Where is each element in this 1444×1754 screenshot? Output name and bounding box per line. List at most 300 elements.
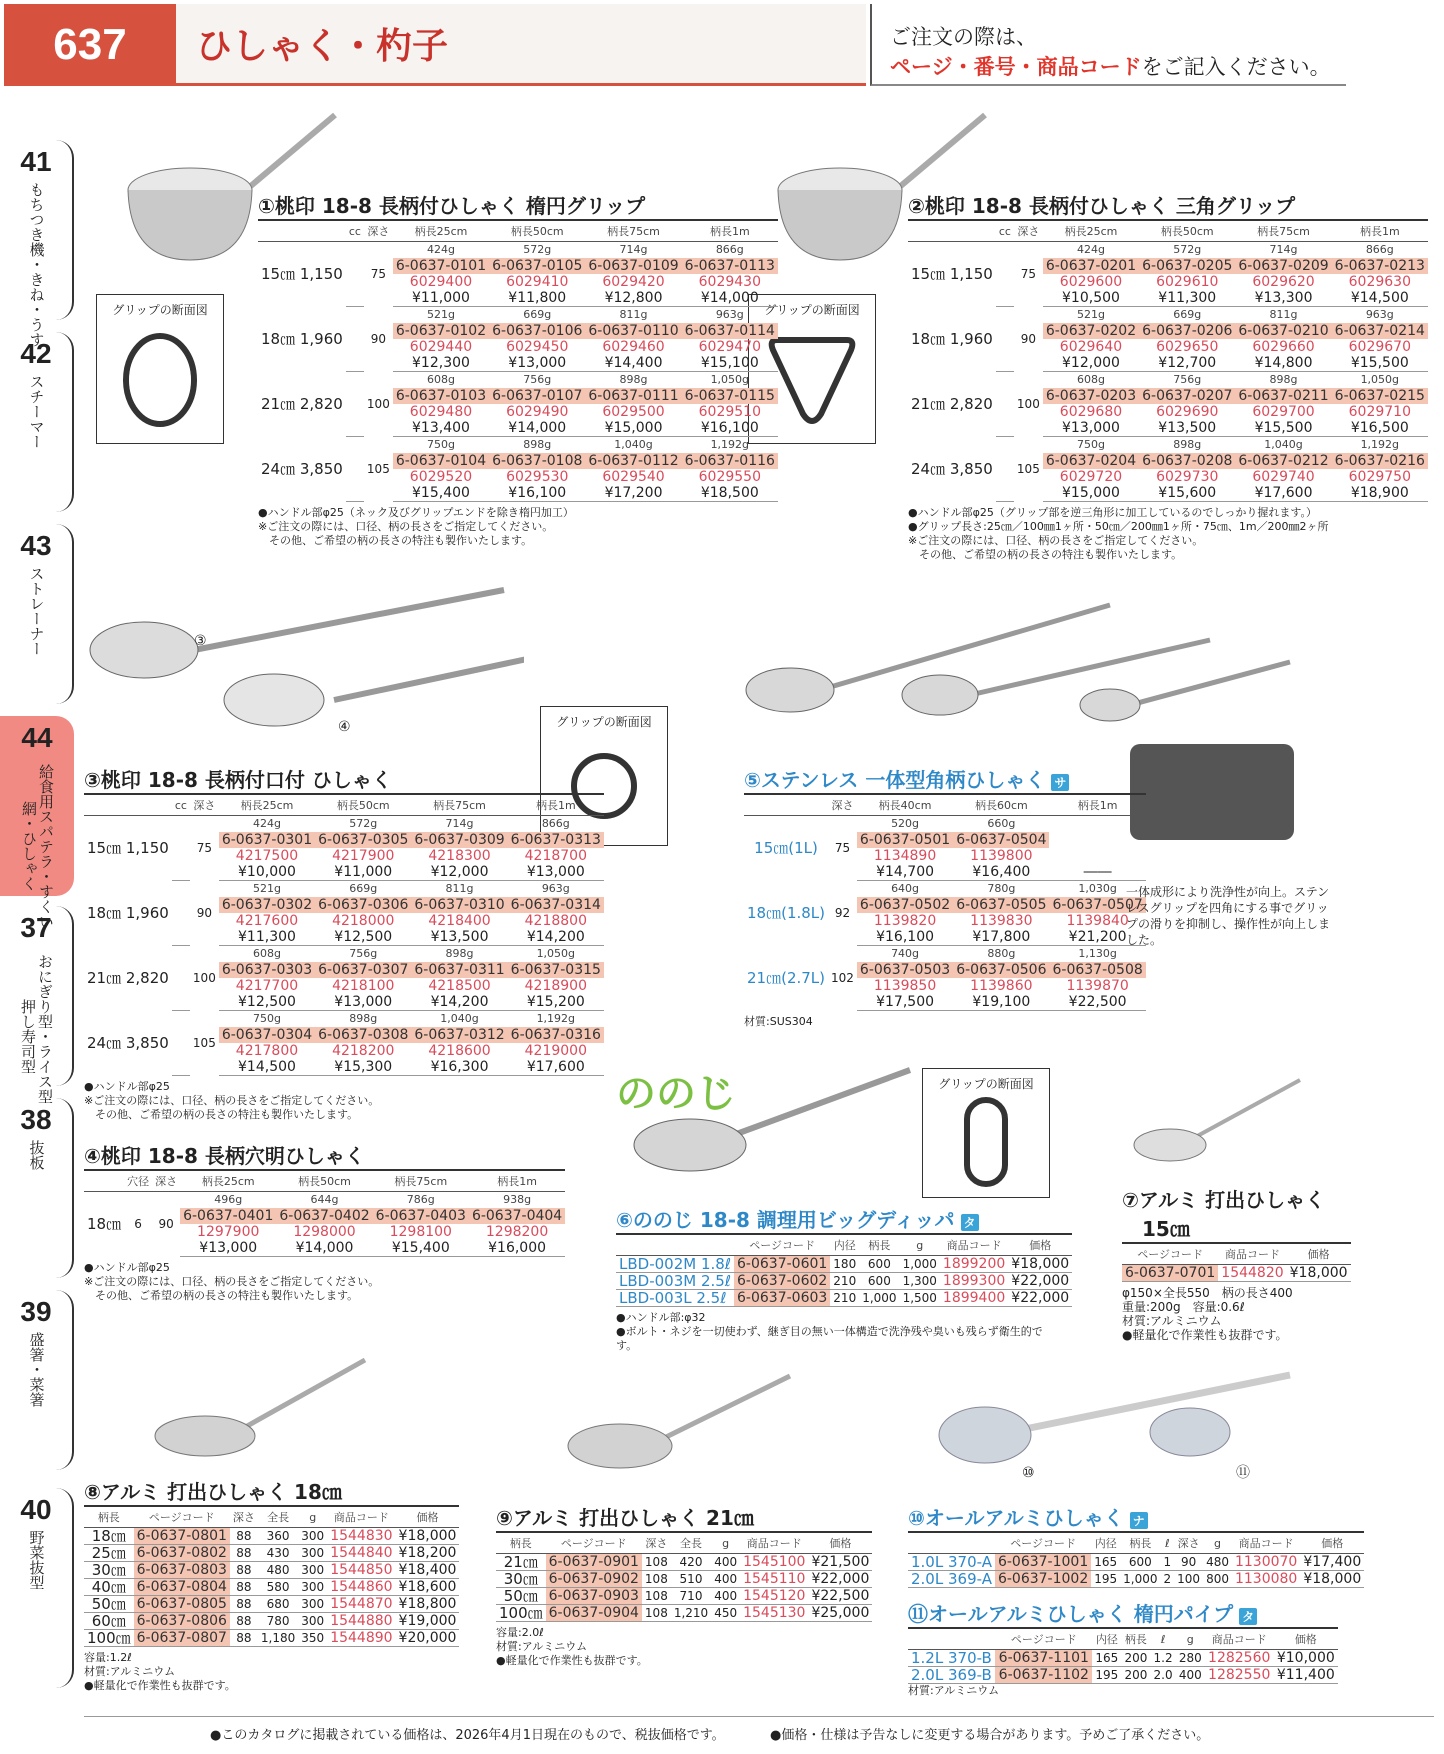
- product-code-cell: 1297900: [197, 1224, 260, 1240]
- table-row: [84, 1545, 459, 1562]
- section-title: ②桃印 18-8 長柄付ひしゃく 三角グリップ: [908, 194, 1296, 218]
- spec-table: [1122, 1242, 1351, 1282]
- blank-cell: [346, 258, 364, 274]
- page-code-cell: 6-0637-0108: [489, 453, 585, 469]
- price-cell: ¥11,800: [489, 290, 585, 307]
- weight-cell: 756g: [1173, 373, 1202, 386]
- note-line: 材質:アルミニウム: [84, 1665, 176, 1678]
- side-tab[interactable]: [0, 332, 74, 512]
- blank-cell: [346, 290, 364, 307]
- blank-cell: [346, 355, 364, 372]
- note-line: 容量:2.0ℓ: [496, 1626, 544, 1639]
- cell-code: 6-0637-0601: [734, 1256, 830, 1273]
- header-cell: 商品コード: [1232, 1532, 1300, 1554]
- page-code-cell: 6-0637-0502: [857, 897, 953, 913]
- section-6: [616, 1204, 1070, 1353]
- blank-cell: [172, 1043, 190, 1059]
- weight-cell: 898g: [1269, 373, 1298, 386]
- cell-y: ¥17,400: [1300, 1554, 1364, 1571]
- product-code-cell: 4218400: [428, 913, 491, 929]
- price-cell: ¥10,500: [1043, 290, 1139, 307]
- note-line: ●ハンドル部φ25: [84, 1080, 170, 1093]
- product-code-cell: 4218300: [428, 848, 491, 864]
- weight-row: [744, 881, 1146, 898]
- price-cell: ¥15,300: [315, 1059, 411, 1076]
- size-cell: 15㎝ 1,150: [911, 265, 993, 284]
- page-code-cell: 6-0637-0508: [1049, 962, 1145, 978]
- cell-d: 108: [642, 1554, 671, 1571]
- weight-row: [258, 372, 778, 389]
- header-cell: 柄長50cm: [276, 1170, 372, 1192]
- price-cell: ¥12,800: [585, 290, 681, 307]
- cell-pc: 1544880: [327, 1613, 395, 1630]
- note-line: 材質:アルミニウム: [496, 1640, 588, 1653]
- section-title-row: [616, 1204, 1056, 1233]
- section-title-row: [908, 1598, 1338, 1627]
- blank-cell: [996, 485, 1014, 502]
- cell-pc: 1282550: [1205, 1667, 1274, 1684]
- blank-cell: [172, 864, 190, 881]
- section-5: [744, 764, 1143, 1029]
- note-line: 重量:200g 容量:0.6ℓ: [1122, 1300, 1245, 1314]
- side-tab-label: 給食用スパテラ・すくい網・ひしゃく: [20, 763, 55, 929]
- page-code-cell: [1049, 832, 1145, 848]
- header-cell: 商品コード: [740, 1532, 808, 1554]
- product-code-cell: 4218700: [524, 848, 587, 864]
- side-tab[interactable]: [0, 906, 74, 1119]
- cell-pc: 1899300: [940, 1273, 1008, 1290]
- page-code-cell: 6-0637-0306: [315, 897, 411, 913]
- side-tab-number: 37: [20, 912, 52, 943]
- price-cell: ¥15,200: [508, 994, 604, 1011]
- note-line: その他、ご希望の柄の長さの特注も製作いたします。: [84, 1108, 359, 1121]
- weight-cell: 424g: [1076, 243, 1105, 256]
- page-code-cell: 6-0637-0203: [1043, 388, 1139, 404]
- blank-cell: [172, 994, 190, 1011]
- price-cell: ¥14,000: [489, 420, 585, 437]
- blank-cell: [996, 372, 1014, 389]
- note-line: ●軽量化で作業性も抜群です。: [496, 1654, 648, 1667]
- grip-diagram-label: グリップの断面図: [556, 715, 652, 729]
- product-code-cell: 6029660: [1252, 339, 1315, 355]
- price-cell: ¥16,100: [857, 929, 953, 946]
- hole-cell: 6: [134, 1217, 142, 1232]
- page-code-cell: 6-0637-0313: [508, 832, 604, 848]
- side-tab[interactable]: [0, 1098, 74, 1278]
- section-title: ①桃印 18-8 長柄付ひしゃく 楕円グリップ: [258, 194, 646, 218]
- page-code-cell: 6-0637-0506: [953, 962, 1049, 978]
- cell-g: 300: [298, 1596, 327, 1613]
- price-cell: ¥11,000: [315, 864, 411, 881]
- weight-row: [908, 372, 1428, 389]
- header-cell: 全長: [258, 1506, 298, 1528]
- price-cell: ¥17,200: [585, 485, 681, 502]
- supplier-badge: サ: [1051, 774, 1069, 791]
- cell-d: 165: [1092, 1650, 1121, 1667]
- section-title-row: [744, 764, 1104, 793]
- weight-cell: 608g: [1076, 373, 1105, 386]
- marker-10: ⑩: [1022, 1465, 1035, 1481]
- table-header-row: [908, 220, 1428, 242]
- blank-cell: [996, 339, 1014, 355]
- header-blank: [744, 794, 828, 816]
- table-row: [496, 1588, 872, 1605]
- cell-g: 400: [711, 1554, 740, 1571]
- blank-cell: [996, 420, 1014, 437]
- page-code-cell: 6-0637-0113: [682, 258, 778, 274]
- material-note: 材質:SUS304: [744, 1015, 813, 1028]
- weight-cell: 714g: [445, 817, 474, 830]
- section-9: [496, 1502, 870, 1668]
- price-cell: ¥18,900: [1332, 485, 1428, 502]
- blank-cell: [346, 485, 364, 502]
- cell-len: 40㎝: [84, 1579, 134, 1596]
- product-code-cell: 1298200: [485, 1224, 549, 1240]
- product-code-cell: 6029710: [1348, 404, 1411, 420]
- side-tab[interactable]: [0, 524, 74, 704]
- cell-y: ¥18,600: [396, 1579, 460, 1596]
- depth-cell: 100: [192, 971, 216, 985]
- page-code-cell: 6-0637-0307: [315, 962, 411, 978]
- cell-d: 108: [642, 1588, 671, 1605]
- cell-dp: 90: [1174, 1554, 1203, 1571]
- cell-code: 6-0637-0903: [546, 1588, 642, 1605]
- price-cell: ¥15,400: [373, 1240, 469, 1257]
- product-code-cell: 6029480: [409, 404, 473, 420]
- size-cell: 21㎝(2.7L): [747, 969, 826, 987]
- page-code-cell: 6-0637-0505: [953, 897, 1049, 913]
- blank-cell: [346, 469, 364, 485]
- header-cell: 柄長1m: [469, 1170, 565, 1192]
- header-cell: 柄長: [84, 1506, 134, 1528]
- price-cell: ¥14,400: [585, 355, 681, 372]
- header-cell: 内径: [1091, 1532, 1120, 1554]
- page-code-cell: 6-0637-0301: [219, 832, 315, 848]
- cell-d: 88: [230, 1613, 258, 1630]
- blank-cell: [996, 290, 1014, 307]
- price-cell: ¥12,300: [393, 355, 489, 372]
- header-cell: g: [900, 1234, 940, 1256]
- price-cell: ¥14,700: [857, 864, 953, 881]
- header-cell: 価格: [396, 1506, 460, 1528]
- side-tab[interactable]: [0, 1488, 74, 1688]
- product-code-cell: 6029610: [1156, 274, 1219, 290]
- cell-len: 100㎝: [84, 1630, 134, 1647]
- price-cell: ¥15,500: [1332, 355, 1428, 372]
- section-title: ⑦アルミ 打出ひしゃく: [1122, 1188, 1326, 1212]
- product-code-cell: 4218600: [428, 1043, 491, 1059]
- weight-cell: 1,050g: [536, 947, 576, 960]
- section-title-line2: 15㎝: [1142, 1217, 1190, 1241]
- price-cell: ¥16,400: [953, 864, 1049, 881]
- price-cell: ¥21,200: [1049, 929, 1145, 946]
- note-line: ●グリップ長さ:25㎝／100㎜1ヶ所・50㎝／200㎜1ヶ所・75㎝、1m／200㎜2ヶ所: [908, 520, 1329, 533]
- weight-row: [744, 816, 1146, 833]
- cell-model: LBD-002M 1.8ℓ: [616, 1256, 734, 1273]
- table-row: [908, 1667, 1338, 1684]
- product-code-cell: 6029430: [698, 274, 761, 290]
- product-code-cell: 6029520: [409, 469, 473, 485]
- weight-cell: 750g: [1076, 438, 1105, 451]
- header-cell: 柄長75cm: [411, 794, 507, 816]
- cell-y: ¥19,000: [396, 1613, 460, 1630]
- header-cell: 価格: [1274, 1628, 1338, 1650]
- cell-len: 18㎝: [84, 1528, 134, 1545]
- header-cell: 柄長50cm: [1139, 220, 1235, 242]
- blank-cell: [996, 388, 1014, 404]
- page-code-cell: 6-0637-0208: [1139, 453, 1235, 469]
- product-code-cell: 4218100: [332, 978, 395, 994]
- page-code-cell: 6-0637-0114: [682, 323, 778, 339]
- cell-y: ¥18,000: [1300, 1571, 1364, 1588]
- weight-cell: 963g: [541, 882, 570, 895]
- weight-cell: 1,130g: [1078, 947, 1117, 960]
- note-line: ●ハンドル部φ25（ネック及びグリップエンドを除き楕円加工）: [258, 506, 574, 519]
- product-code-cell: 6029630: [1348, 274, 1411, 290]
- cell-y: ¥18,000: [396, 1528, 460, 1545]
- blank-cell: [172, 832, 190, 848]
- cell-code: 6-0637-0602: [734, 1273, 830, 1290]
- depth-cell: 100: [366, 397, 390, 411]
- price-cell: ¥16,300: [411, 1059, 507, 1076]
- cell-pc: 1130080: [1232, 1571, 1300, 1588]
- ladle-image-5: [740, 600, 1300, 750]
- price-cell: ¥15,500: [1235, 420, 1331, 437]
- spec-table: [908, 1627, 1338, 1684]
- cell-d: 88: [230, 1596, 258, 1613]
- blank-cell: [346, 339, 364, 355]
- blank-cell: [172, 1027, 190, 1043]
- product-code-cell: 4218900: [524, 978, 587, 994]
- page-code-cell: 6-0637-0207: [1139, 388, 1235, 404]
- order-note: [870, 4, 1346, 86]
- cell-code: 6-0637-0701: [1122, 1265, 1218, 1282]
- table-row: [496, 1554, 872, 1571]
- cell-t: 480: [258, 1562, 298, 1579]
- note-line: ※ご注文の際には、口径、柄の長さをご指定してください。: [908, 534, 1204, 547]
- side-tab-number: 43: [20, 530, 52, 561]
- side-tab[interactable]: [0, 1290, 74, 1470]
- page-code-cell: 6-0637-0115: [682, 388, 778, 404]
- cell-code: 6-0637-0805: [134, 1596, 230, 1613]
- price-cell: ¥12,500: [219, 994, 315, 1011]
- section-4: [84, 1140, 563, 1303]
- product-code-cell: 4219000: [524, 1043, 587, 1059]
- side-tab-label: ストレーナー: [27, 566, 46, 656]
- price-cell: ¥19,100: [953, 994, 1049, 1011]
- product-code-cell: 6029730: [1156, 469, 1219, 485]
- cell-price: ¥18,000: [1287, 1265, 1351, 1282]
- cell-l: 1.2: [1150, 1650, 1175, 1667]
- side-tab[interactable]: [0, 140, 74, 347]
- weight-cell: 572g: [523, 243, 552, 256]
- header-cell: 穴径: [124, 1170, 152, 1192]
- header-cell: g: [298, 1506, 327, 1528]
- page-code-cell: 6-0637-0212: [1235, 453, 1331, 469]
- product-code-cell: 6029420: [602, 274, 665, 290]
- product-code-cell: 4217700: [235, 978, 299, 994]
- cell-d: 165: [1091, 1554, 1120, 1571]
- table-row: [616, 1273, 1072, 1290]
- weight-cell: 898g: [349, 1012, 378, 1025]
- table-header-row: [84, 1506, 459, 1528]
- table-row: [616, 1256, 1072, 1273]
- page-code-cell: 6-0637-0213: [1332, 258, 1428, 274]
- blank-cell: [996, 453, 1014, 469]
- product-code-cell: 1139860: [970, 978, 1033, 994]
- order-note-rest: をご記入ください。: [1141, 55, 1331, 79]
- note-line: ●ハンドル部φ25: [84, 1261, 170, 1274]
- weight-cell: 963g: [715, 308, 744, 321]
- cell-pc: 1544890: [327, 1630, 395, 1647]
- price-cell: ¥15,400: [393, 485, 489, 502]
- size-cell: 18㎝ 1,960: [261, 330, 343, 348]
- weight-cell: 669g: [1173, 308, 1202, 321]
- product-code-cell: 4217900: [332, 848, 395, 864]
- cell-len: 30㎝: [84, 1562, 134, 1579]
- ladle-image-6: [630, 1060, 930, 1190]
- cell-model: LBD-003M 2.5ℓ: [616, 1273, 734, 1290]
- depth-cell: 90: [196, 906, 213, 920]
- note-line: 容量:1.2ℓ: [84, 1651, 132, 1664]
- square-handle-photo: [1130, 744, 1294, 840]
- weight-cell: 898g: [1173, 438, 1202, 451]
- page-code-cell: 6-0637-0215: [1332, 388, 1428, 404]
- header-cell: 商品コード: [1218, 1243, 1286, 1265]
- cell-y: ¥22,500: [808, 1588, 872, 1605]
- weight-cell: 963g: [1365, 308, 1394, 321]
- weight-cell: 898g: [445, 947, 474, 960]
- cell-g: 400: [711, 1571, 740, 1588]
- blank-cell: [346, 453, 364, 469]
- table-header-row: [258, 220, 778, 242]
- header-blank: [908, 1628, 995, 1650]
- depth-cell: 75: [196, 841, 213, 856]
- price-cell: ¥14,500: [1332, 290, 1428, 307]
- price-cell: ¥14,500: [219, 1059, 315, 1076]
- cell-d: 88: [230, 1562, 258, 1579]
- cell-len: 21㎝: [496, 1554, 546, 1571]
- cell-len: 100㎝: [496, 1605, 546, 1622]
- cell-t: 680: [258, 1596, 298, 1613]
- size-cell: 15㎝ 1,150: [87, 839, 169, 858]
- weight-row: [908, 307, 1428, 324]
- page-code-cell: 6-0637-0116: [682, 453, 778, 469]
- section-title: ⑪オールアルミひしゃく 楕円パイプ: [908, 1602, 1234, 1626]
- weight-cell: 669g: [349, 882, 378, 895]
- size-cell: 21㎝ 2,820: [911, 395, 993, 413]
- grip-diagram-label: グリップの断面図: [764, 303, 860, 317]
- cell-pc: 1130070: [1232, 1554, 1300, 1571]
- section-8: [84, 1476, 457, 1693]
- product-code-cell: 4217500: [235, 848, 299, 864]
- table-row: [84, 1630, 459, 1647]
- weight-cell: 811g: [619, 308, 648, 321]
- header-cell: cc: [172, 794, 190, 816]
- note-line: ●ハンドル部:φ32: [616, 1311, 706, 1324]
- weight-row: [744, 946, 1146, 963]
- cell-len: 60㎝: [84, 1613, 134, 1630]
- section-title-row: [908, 1502, 1338, 1531]
- cell-g: 300: [298, 1545, 327, 1562]
- weight-cell: 1,050g: [1360, 373, 1400, 386]
- product-code-cell: 1139850: [873, 978, 937, 994]
- weight-row: [84, 1192, 565, 1209]
- depth-cell: 105: [1016, 462, 1040, 476]
- marker-4: ④: [338, 719, 351, 735]
- header-cell: 商品コード: [1205, 1628, 1274, 1650]
- weight-cell: 669g: [523, 308, 552, 321]
- cell-t: 420: [671, 1554, 711, 1571]
- product-code-cell: 6029400: [409, 274, 473, 290]
- blank-cell: [172, 897, 190, 913]
- product-code-cell: 1139870: [1066, 978, 1129, 994]
- supplier-badge: タ: [961, 1214, 979, 1231]
- product-code-cell: 4218500: [428, 978, 491, 994]
- page-code-cell: 6-0637-0112: [585, 453, 681, 469]
- size-cell: 18㎝: [87, 1215, 122, 1234]
- table-row: [616, 1290, 1072, 1307]
- header-cell: 価格: [1300, 1532, 1364, 1554]
- spec-table: [84, 1169, 565, 1257]
- cell-g: 400: [1176, 1667, 1205, 1684]
- weight-cell: 1,030g: [1078, 882, 1117, 895]
- cell-d: 210: [830, 1290, 859, 1307]
- price-cell: ¥14,000: [682, 290, 778, 307]
- page-code-cell: 6-0637-0503: [857, 962, 953, 978]
- price-cell: ¥13,400: [393, 420, 489, 437]
- weight-cell: 811g: [1269, 308, 1298, 321]
- cell-h: 600: [859, 1273, 899, 1290]
- cell-code: 6-0637-0902: [546, 1571, 642, 1588]
- page-code-cell: 6-0637-0204: [1043, 453, 1139, 469]
- weight-cell: 880g: [987, 947, 1016, 960]
- weight-cell: 572g: [1173, 243, 1202, 256]
- cell-pc: 1545120: [740, 1588, 808, 1605]
- blank-cell: [172, 1059, 190, 1076]
- header-cell: 柄長: [1121, 1628, 1150, 1650]
- table-header-row: [908, 1532, 1364, 1554]
- cell-g: 300: [298, 1562, 327, 1579]
- blank-cell: [346, 274, 364, 290]
- note-line: その他、ご希望の柄の長さの特注も製作いたします。: [908, 548, 1183, 561]
- cell-t: 710: [671, 1588, 711, 1605]
- header-cell: 価格: [1287, 1243, 1351, 1265]
- page-code-cell: 6-0637-0107: [489, 388, 585, 404]
- table-row: [84, 1613, 459, 1630]
- product-code-cell: 6029740: [1252, 469, 1315, 485]
- cell-code: 6-0637-0804: [134, 1579, 230, 1596]
- price-cell: ¥10,000: [219, 864, 315, 881]
- price-cell: ¥13,500: [411, 929, 507, 946]
- header-cell: cc: [996, 220, 1014, 242]
- blank-cell: [172, 946, 190, 963]
- weight-cell: 521g: [1076, 308, 1105, 321]
- cell-g: 300: [298, 1528, 327, 1545]
- product-code-cell: 1134890: [873, 848, 937, 864]
- blank-cell: [996, 307, 1014, 324]
- price-cell: ¥14,200: [508, 929, 604, 946]
- price-cell: ¥12,000: [1043, 355, 1139, 372]
- blank-cell: [996, 323, 1014, 339]
- note-line: その他、ご希望の柄の長さの特注も製作いたします。: [258, 534, 533, 547]
- product-code-cell: 6029550: [698, 469, 761, 485]
- weight-cell: 640g: [891, 882, 920, 895]
- page-code-cell: 6-0637-0201: [1043, 258, 1139, 274]
- table-header-row: [496, 1532, 872, 1554]
- weight-cell: 1,040g: [614, 438, 653, 451]
- size-cell: 21㎝ 2,820: [261, 395, 343, 413]
